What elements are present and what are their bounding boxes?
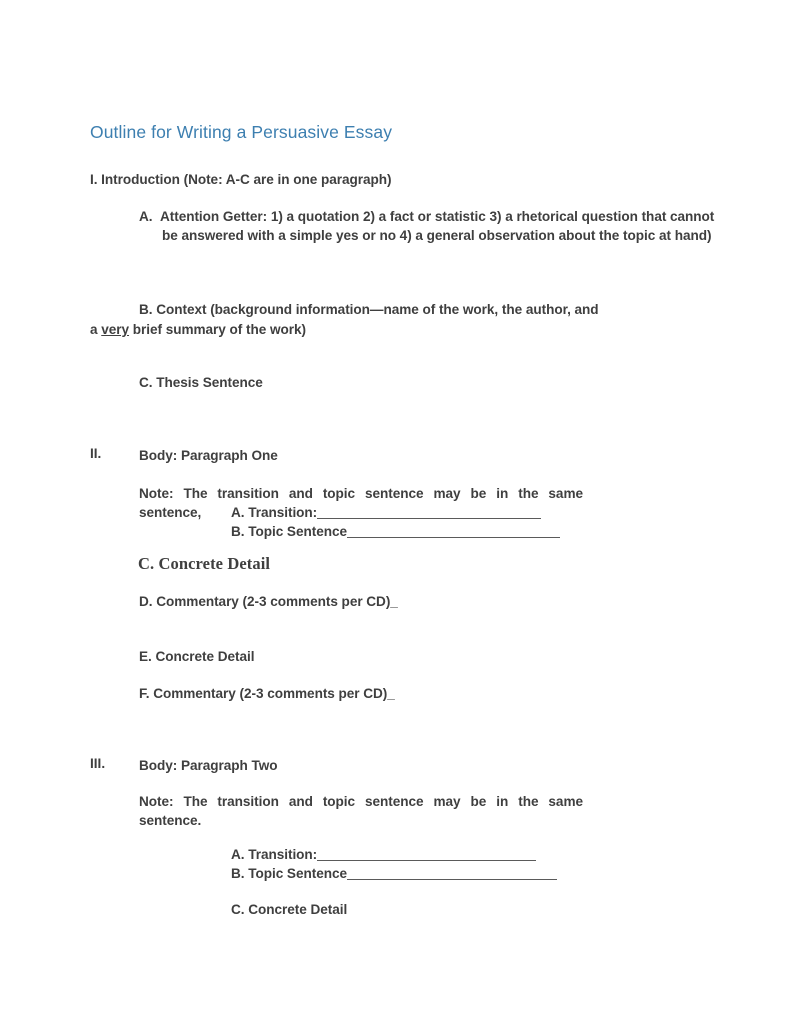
- body-one-item-e: E. Concrete Detail: [139, 649, 255, 664]
- intro-item-a-text: Attention Getter: 1) a quotation 2) a fact or statistic 3) a rhetorical question that cannot be answered with a simple yes or no 4) a general observation about the topic at hand): [159, 209, 715, 243]
- section-heading-introduction: I. Introduction (Note: A-C are in one paragraph): [90, 172, 392, 187]
- intro-item-b-emphasis: very: [101, 322, 130, 337]
- body-two-transition-row: [231, 845, 651, 864]
- intro-item-a: [139, 207, 722, 245]
- body-one-topic-blank[interactable]: [347, 526, 560, 538]
- body-two-topic-row: [231, 864, 651, 883]
- page-title: Outline for Writing a Persuasive Essay: [90, 121, 393, 142]
- body-one-item-d: D. Commentary (2-3 comments per CD)_: [139, 594, 398, 609]
- body-one-transition-blank[interactable]: [317, 507, 541, 519]
- body-one-note: Note: The transition and topic sentence may be in the same sentence,: [139, 486, 583, 520]
- body-one-transition-row: [231, 503, 651, 522]
- body-two-item-c: C. Concrete Detail: [231, 902, 348, 917]
- body-two-topic-label: B. Topic Sentence: [231, 866, 347, 881]
- body-two-note: Note: The transition and topic sentence may be in the same sentence.: [139, 794, 583, 828]
- section-heading-body-one: Body: Paragraph One: [139, 448, 278, 463]
- body-two-transition-label: A. Transition:: [231, 847, 318, 862]
- intro-item-b-tail: [90, 320, 690, 339]
- intro-item-a-marker: A.: [139, 209, 153, 224]
- body-one-transition-label: A. Transition:: [231, 505, 318, 520]
- intro-item-b-tail-pre: a: [90, 322, 102, 337]
- section-heading-body-two: Body: Paragraph Two: [139, 758, 278, 773]
- body-two-topic-blank[interactable]: [347, 868, 557, 880]
- intro-item-c: C. Thesis Sentence: [139, 375, 263, 390]
- section-numeral-body-one: II.: [90, 446, 102, 461]
- body-one-topic-label: B. Topic Sentence: [231, 524, 347, 539]
- section-numeral-body-two: III.: [90, 756, 106, 771]
- body-one-item-c: C. Concrete Detail: [138, 554, 271, 573]
- intro-item-b-tail-post: brief summary of the work): [129, 322, 306, 337]
- body-one-item-f: F. Commentary (2-3 comments per CD)_: [139, 686, 395, 701]
- body-one-topic-row: [231, 522, 651, 541]
- intro-item-b-lead: B. Context (background information—name of the work, the author, and: [139, 302, 599, 317]
- body-two-transition-blank[interactable]: [317, 849, 536, 861]
